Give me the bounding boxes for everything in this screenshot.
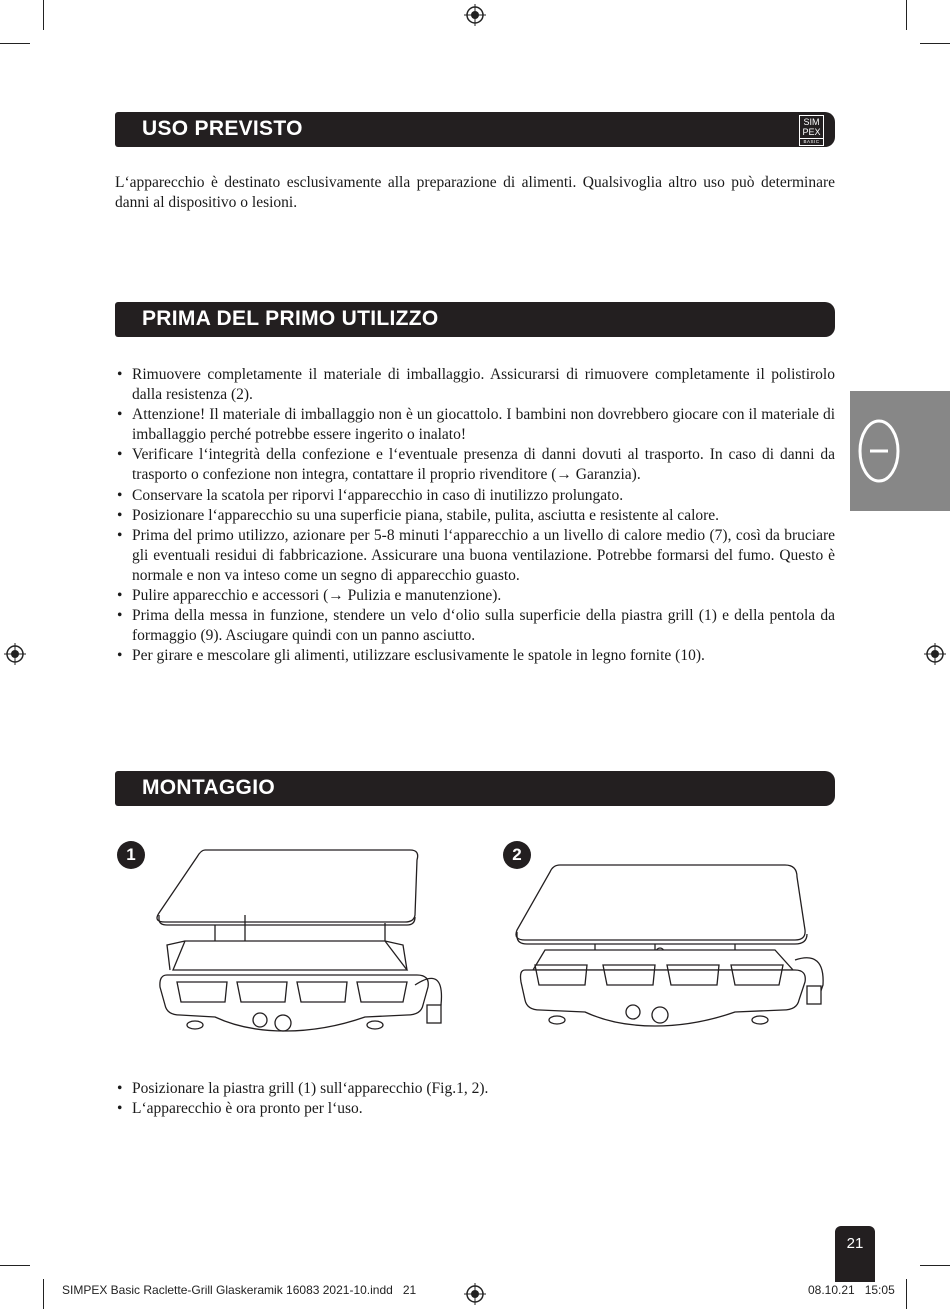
page-number: 21 [835, 1226, 875, 1282]
crop-mark [906, 0, 907, 30]
registration-mark-icon [4, 643, 26, 665]
section-header-uso-previsto [115, 112, 835, 147]
list-item: • Pulire apparecchio e accessori (→ Pulizia e manutenzione). [115, 586, 835, 606]
section-title: USO PREVISTO [142, 117, 303, 140]
registration-mark-icon [464, 4, 486, 26]
list-item: • Posizionare la piastra grill (1) sull‘apparecchio (Fig.1, 2). [115, 1079, 835, 1099]
simpex-logo [799, 115, 824, 146]
section-title: MONTAGGIO [142, 776, 275, 799]
crop-mark [43, 0, 44, 30]
registration-mark-icon [464, 1283, 486, 1305]
list-item: • Rimuovere completamente il materiale di imballaggio. Assicurarsi di rimuovere completamente il polistirolo dalla resistenza (2). [115, 365, 835, 405]
footer-file-name: SIMPEX Basic Raclette-Grill Glaskeramik 16083 2021-10.indd 21 [62, 1283, 417, 1297]
footer-date: 08.10.21 15:05 [808, 1283, 895, 1297]
figure-1-illustration [145, 845, 455, 1040]
list-item: • Prima della messa in funzione, stendere un velo d‘olio sulla superficie della piastra grill (1) e della pentola da formaggio (9). Asciugare quindi con un panno asciutto. [115, 606, 835, 646]
list-item: • Attenzione! Il materiale di imballaggio non è un giocattolo. I bambini non dovrebbero giocare con il materiale di imballaggio perché potrebbe essere ingerito o inalato! [115, 405, 835, 445]
list-item: • Prima del primo utilizzo, azionare per 5-8 minuti l‘apparecchio a un livello di calore medio (7), così da bruciare gli eventuali residui di fabbricazione. Assicurare una buona ventilazione. Potrebbe formarsi del fumo. Questo è normale e non va inteso come un segno di apparecchio guasto. [115, 526, 835, 586]
section-header-prima-utilizzo [115, 302, 835, 337]
list-item: • Posizionare l‘apparecchio su una superficie piana, stabile, pulita, asciutta e resistente al calore. [115, 506, 835, 526]
logo-line: PEX [802, 127, 821, 137]
first-use-list [115, 365, 835, 666]
language-tab [850, 391, 950, 511]
section-header-montaggio [115, 771, 835, 806]
crop-mark [43, 1279, 44, 1309]
crop-mark [0, 43, 30, 44]
figure-number-badge: 2 [503, 841, 531, 869]
figure-number-badge: 1 [117, 841, 145, 869]
language-tab-icon [850, 391, 950, 511]
figure-2-illustration [505, 860, 835, 1030]
registration-mark-icon [924, 643, 946, 665]
logo-line: BASIC [800, 138, 823, 145]
list-item: • Conservare la scatola per riporvi l‘apparecchio in caso di inutilizzo prolungato. [115, 486, 835, 506]
assembly-list [115, 1079, 835, 1119]
logo-line: SIM [803, 117, 820, 127]
list-item: • L‘apparecchio è ora pronto per l‘uso. [115, 1099, 835, 1119]
crop-mark [920, 1265, 950, 1266]
intended-use-text: L‘apparecchio è destinato esclusivamente alla preparazione di alimenti. Qualsivoglia altro uso può determinare danni al dispositivo o lesioni. [115, 174, 835, 211]
section-title: PRIMA DEL PRIMO UTILIZZO [142, 307, 439, 330]
crop-mark [906, 1279, 907, 1309]
crop-mark [0, 1265, 30, 1266]
list-item: • Per girare e mescolare gli alimenti, utilizzare esclusivamente le spatole in legno fornite (10). [115, 646, 835, 666]
crop-mark [920, 43, 950, 44]
list-item: • Verificare l‘integrità della confezione e l‘eventuale presenza di danni dovuti al trasporto. In caso di danni da trasporto o confezione non integra, contattare il proprio rivenditore (→ Garanzia). [115, 445, 835, 485]
